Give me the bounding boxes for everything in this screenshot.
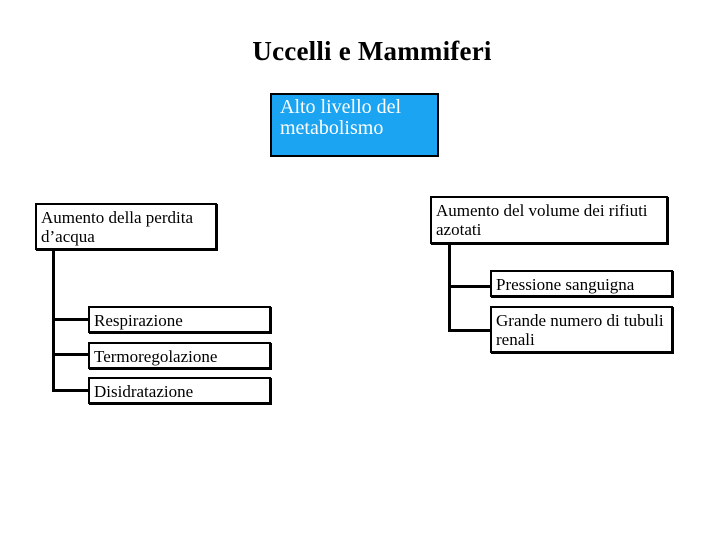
left-connector-2: [52, 353, 88, 356]
right-connector-1: [448, 285, 490, 288]
right-child-label: Pressione sanguigna: [496, 275, 635, 294]
left-child-label: Disidratazione: [94, 382, 194, 401]
left-branch-label: Aumento della perdita d’acqua: [41, 208, 194, 246]
left-child-termoregolazione: [88, 342, 271, 369]
right-child-tubuli: [490, 306, 673, 353]
right-branch-node: [430, 196, 668, 244]
left-child-label: Respirazione: [94, 311, 183, 330]
left-child-label: Termoregolazione: [94, 347, 218, 366]
diagram-title: Uccelli e Mammiferi: [252, 36, 492, 66]
left-child-respirazione: [88, 306, 271, 333]
left-child-disidratazione: [88, 377, 271, 404]
left-connector-3: [52, 389, 88, 392]
left-connector-1: [52, 318, 88, 321]
right-trunk-line: [448, 244, 451, 332]
left-branch-node: [35, 203, 217, 250]
right-child-pressione: [490, 270, 673, 297]
root-node: Alto livello del metabolismo: [270, 93, 439, 157]
right-connector-2: [448, 329, 490, 332]
right-child-label: Grande numero di tubuli renali: [496, 311, 664, 349]
left-trunk-line: [52, 250, 55, 392]
right-branch-label: Aumento del volume dei rifiuti azotati: [436, 201, 648, 239]
